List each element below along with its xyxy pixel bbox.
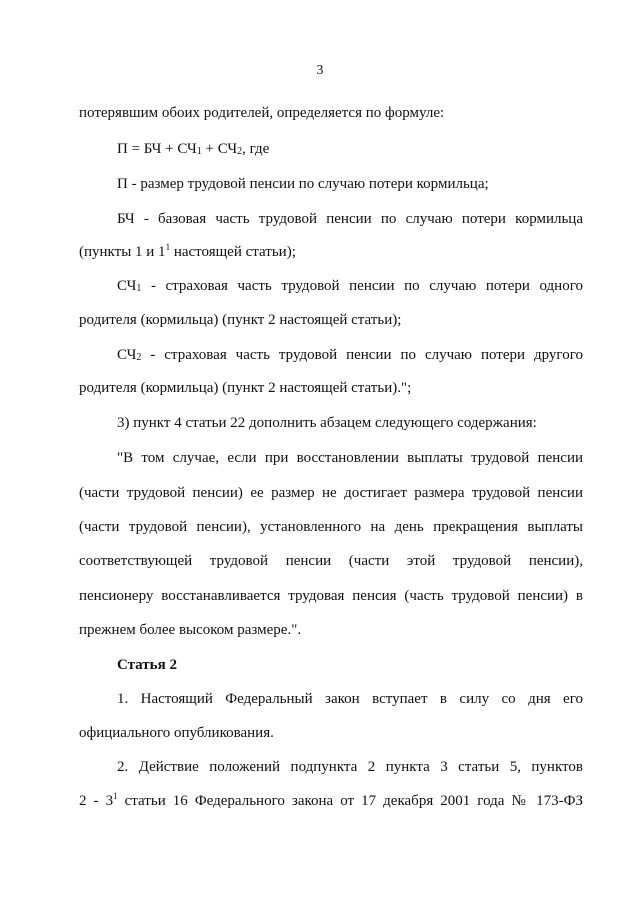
- superscript: 1: [165, 242, 171, 252]
- text-part: [117, 347, 583, 363]
- formula-subscript: 1: [196, 146, 202, 157]
- text-part: статьи 16 Федерального закона от 17 декабря 2001 года № 173-ФЗ: [117, 793, 584, 809]
- text-part: - страховая часть трудовой пенсии по случаю потери другого: [141, 347, 583, 363]
- quote-line-6: прежнем более высоком размере.".: [79, 622, 302, 638]
- formula-subscript: 2: [237, 146, 243, 157]
- formula-part: , где: [242, 141, 270, 157]
- formula-line: [117, 140, 583, 158]
- definition-p: П - размер трудовой пенсии по случаю потери кормильца;: [117, 176, 489, 192]
- page-number: 3: [316, 62, 324, 77]
- definition-bch: БЧ - базовая часть трудовой пенсии по случаю потери кормильца: [117, 211, 583, 227]
- clause-2-cont: [79, 792, 583, 810]
- text-part: - страховая часть трудовой пенсии по случаю потери одного: [141, 278, 583, 294]
- text-part: [79, 793, 583, 809]
- item-3: 3) пункт 4 статьи 22 дополнить абзацем следующего содержания:: [117, 415, 537, 431]
- subscript: 2: [136, 352, 142, 363]
- subscript: 1: [136, 283, 142, 294]
- clause-1-cont: официального опубликования.: [79, 725, 274, 741]
- quote-line-5: пенсионеру восстанавливается трудовая пенсия (часть трудовой пенсии) в: [79, 588, 583, 604]
- definition-sch2: [117, 346, 583, 364]
- clause-2: 2. Действие положений подпункта 2 пункта 3 статьи 5, пунктов: [117, 759, 583, 775]
- clause-1: 1. Настоящий Федеральный закон вступает в силу со дня его: [117, 691, 583, 707]
- text-part: (пункты 1 и 1: [79, 244, 166, 260]
- formula-part: + СЧ: [201, 141, 238, 157]
- text-part: [117, 278, 583, 294]
- definition-bch-cont: [79, 243, 583, 261]
- definition-sch1: [117, 277, 583, 295]
- quote-line-4: соответствующей трудовой пенсии (части этой трудовой пенсии),: [79, 553, 583, 569]
- quote-line-3: (части трудовой пенсии), установленного на день прекращения выплаты: [79, 519, 583, 535]
- text-part: 2 - 3: [79, 793, 114, 809]
- text-part: настоящей статьи);: [170, 244, 296, 260]
- formula-part: П = БЧ + СЧ: [117, 141, 197, 157]
- quote-line-2: (части трудовой пенсии) ее размер не достигает размера трудовой пенсии: [79, 485, 583, 501]
- text-line-formula-intro: потерявшим обоих родителей, определяется по формуле:: [79, 105, 445, 121]
- quote-line-1: "В том случае, если при восстановлении выплаты трудовой пенсии: [117, 450, 583, 466]
- definition-sch1-cont: родителя (кормильца) (пункт 2 настоящей статьи);: [79, 312, 402, 328]
- article-heading: Статья 2: [117, 657, 177, 673]
- definition-sch2-cont: родителя (кормильца) (пункт 2 настоящей статьи).";: [79, 380, 412, 396]
- text-part: СЧ: [117, 347, 137, 363]
- superscript: 1: [113, 791, 118, 801]
- text-part: СЧ: [117, 278, 137, 294]
